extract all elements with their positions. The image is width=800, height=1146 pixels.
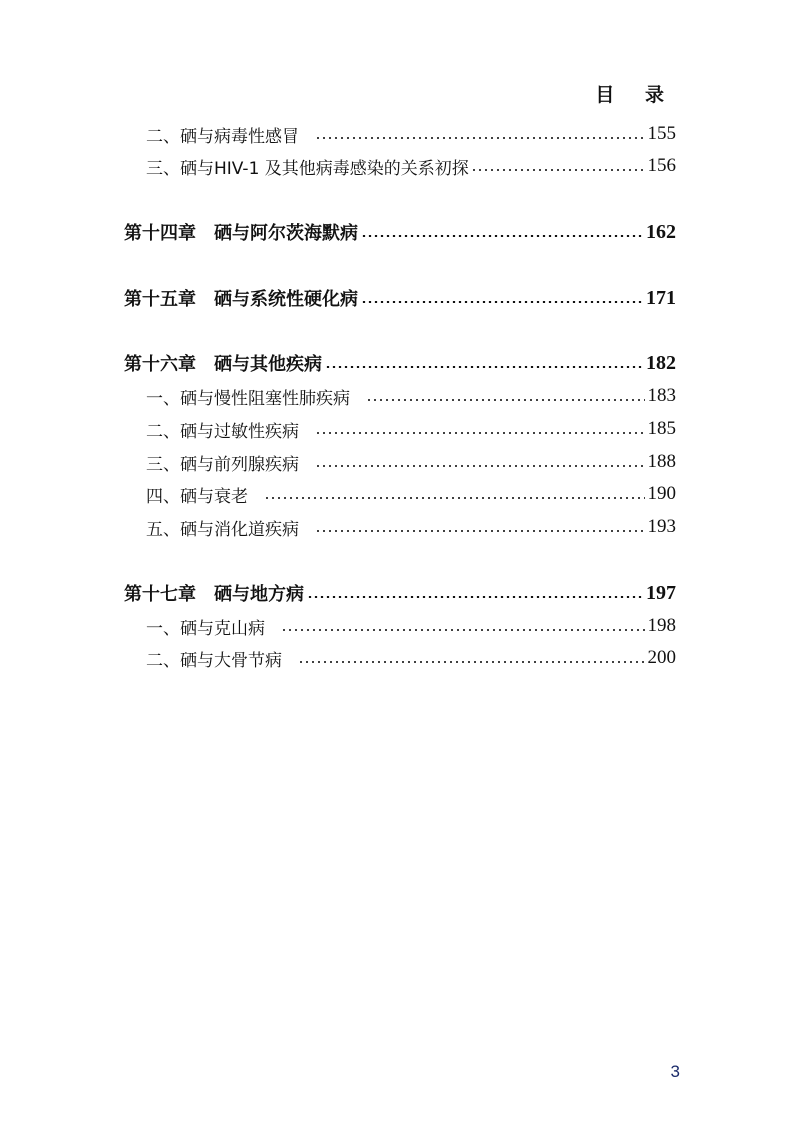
toc-entry-page: 193	[647, 516, 676, 537]
toc-entry-page: 185	[647, 418, 676, 439]
toc-chapter-label: 第十四章 硒与阿尔茨海默病	[124, 223, 358, 244]
dot-leader	[298, 661, 645, 663]
toc-entry-label: 三、硒与HIV-1 及其他病毒感染的关系初探	[146, 158, 469, 179]
dot-leader	[307, 596, 643, 598]
dot-leader	[361, 301, 643, 303]
toc-entry	[0, 151, 800, 181]
dot-leader	[264, 497, 645, 499]
toc-entry-page: 188	[647, 451, 676, 472]
toc-entry-label: 一、硒与克山病	[146, 618, 265, 639]
toc-entry-label: 三、硒与前列腺疾病	[146, 454, 299, 475]
toc-chapter	[0, 578, 800, 608]
toc-entry-label: 二、硒与病毒性感冒	[146, 126, 299, 147]
dot-leader	[315, 465, 645, 467]
toc-entry-label: 五、硒与消化道疾病	[146, 519, 299, 540]
page-header-title: 目 录	[595, 84, 676, 106]
toc-chapter-page: 162	[646, 220, 676, 243]
toc-entry-label: 二、硒与过敏性疾病	[146, 421, 299, 442]
toc-chapter-page: 182	[646, 351, 676, 374]
dot-leader	[361, 235, 643, 237]
toc-entry-page: 198	[647, 615, 676, 636]
toc-chapter-label: 第十五章 硒与系统性硬化病	[124, 289, 358, 310]
toc-entry	[0, 414, 800, 444]
toc-entry-page: 155	[647, 123, 676, 144]
toc-chapter-label: 第十六章 硒与其他疾病	[124, 354, 322, 375]
dot-leader	[281, 629, 645, 631]
dot-leader	[315, 530, 645, 532]
toc-entry-page: 183	[647, 385, 676, 406]
toc-entry	[0, 512, 800, 542]
toc-entry	[0, 119, 800, 149]
toc-entry-page: 200	[647, 647, 676, 668]
toc-chapter-page: 171	[646, 286, 676, 309]
toc-chapter	[0, 348, 800, 378]
dot-leader	[366, 399, 645, 401]
toc-entry	[0, 611, 800, 641]
toc-chapter	[0, 217, 800, 247]
toc-chapter-page: 197	[646, 581, 676, 604]
dot-leader	[325, 366, 643, 368]
dot-leader	[315, 432, 645, 434]
toc-entry	[0, 381, 800, 411]
page-number: 3	[670, 1062, 680, 1081]
toc-entry-label: 四、硒与衰老	[146, 486, 248, 507]
toc-entry-label: 一、硒与慢性阻塞性肺疾病	[146, 388, 350, 409]
dot-leader	[471, 169, 645, 171]
toc-entry-page: 190	[647, 483, 676, 504]
toc-entry-label: 二、硒与大骨节病	[146, 650, 282, 671]
toc-chapter-label: 第十七章 硒与地方病	[124, 584, 304, 605]
toc-entry	[0, 479, 800, 509]
toc-entry-page: 156	[647, 155, 676, 176]
toc-entry	[0, 643, 800, 673]
dot-leader	[315, 137, 645, 139]
toc-entry	[0, 447, 800, 477]
toc-chapter	[0, 283, 800, 313]
